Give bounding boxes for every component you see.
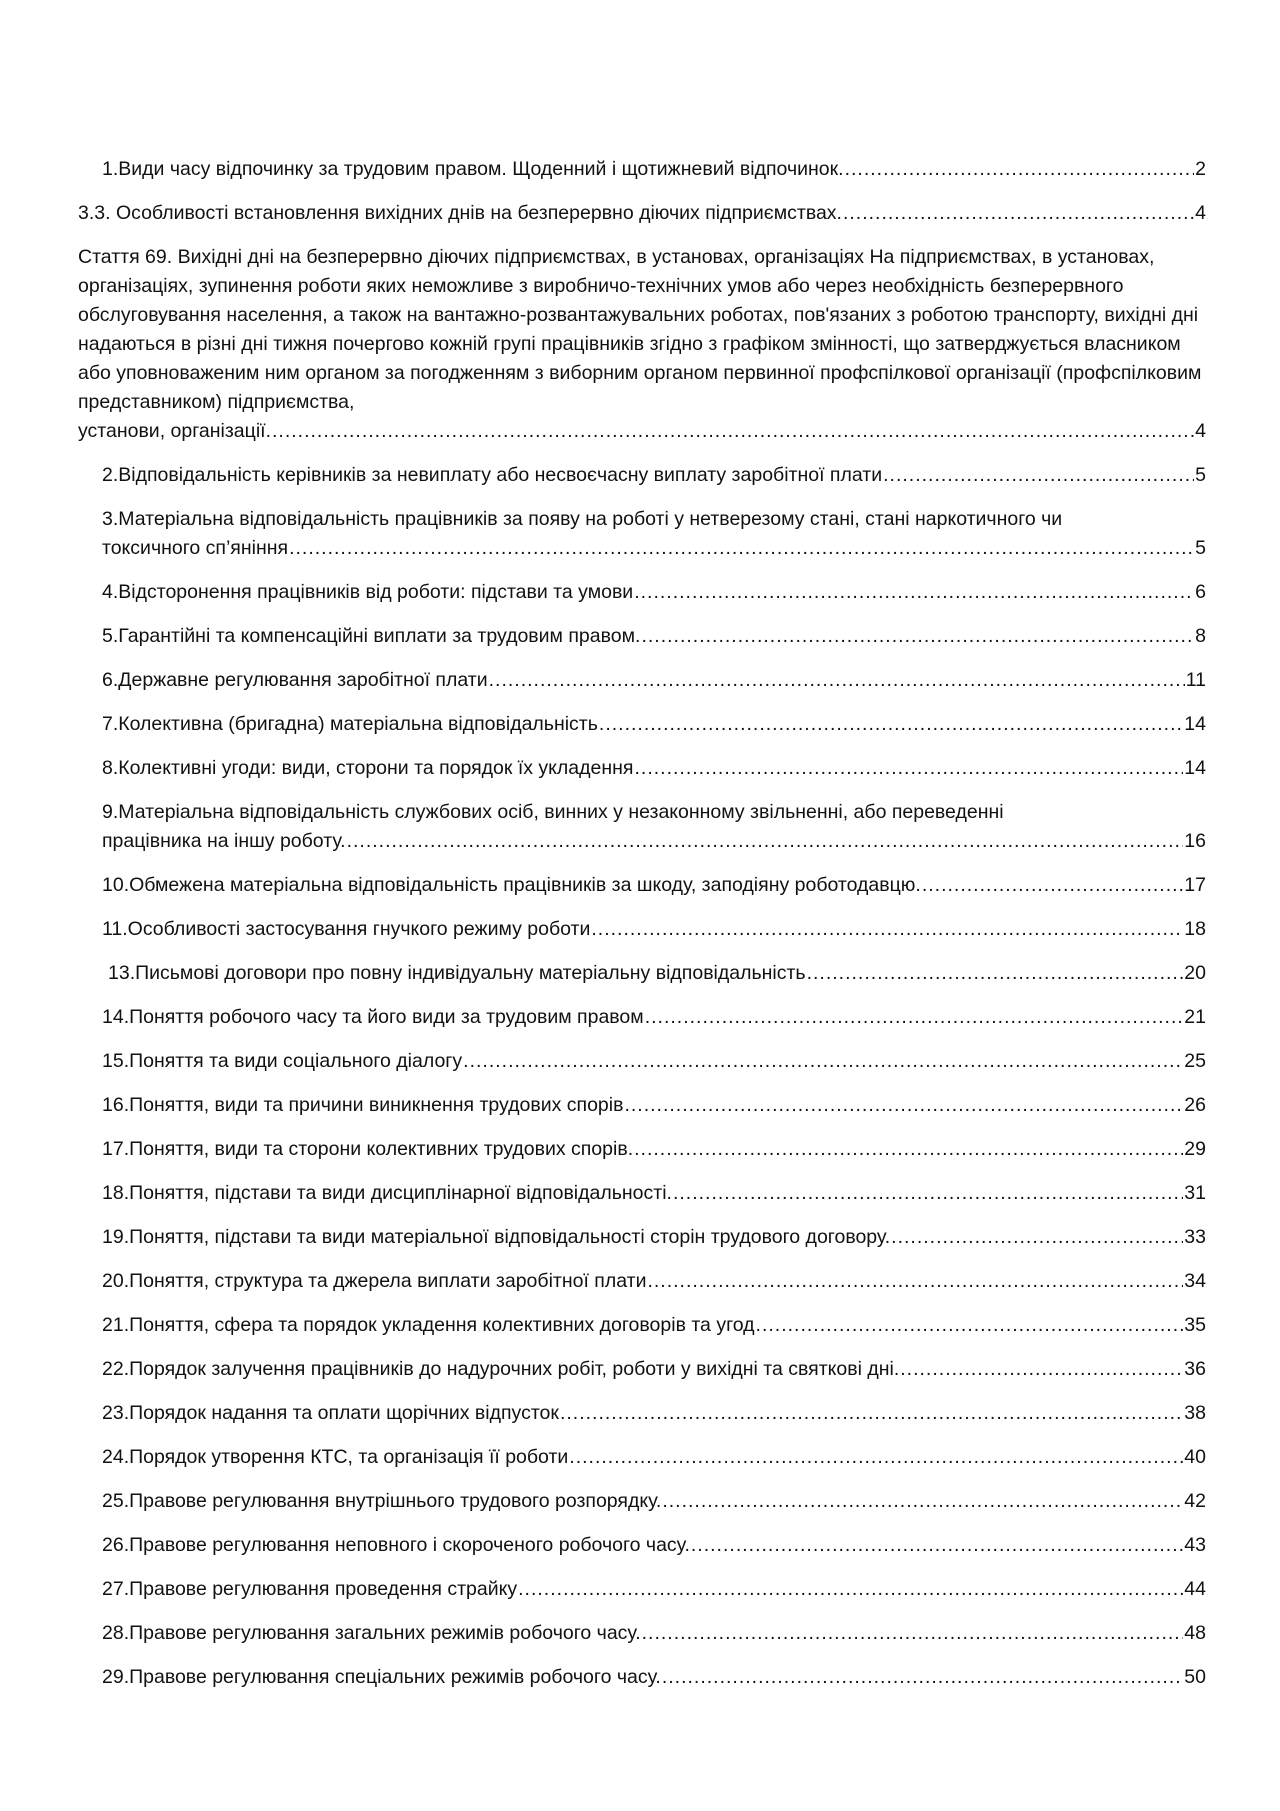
toc-entry-row [102,827,1206,856]
toc-entry-row [102,1355,1206,1384]
toc-entry-title: 19.Поняття, підстави та види матеріальної відповідальності сторін трудового договору. [102,1226,891,1248]
dot-leader [518,1575,1183,1604]
toc-entry-10[interactable] [78,871,1206,900]
toc-entry-title-lines: Стаття 69. Вихідні дні на безперервно діючих підприємствах, в установах, організаціях На підприємствах, в установах, організаціях, зупинення роботи яких неможливе з виробничо-технічних умов або через необхідність безперервного обслуговування населення, а також на вантажно-розвантажувальних роботах, пов'язаних з роботою транспорту, вихідні дні надаються в різні дні тижня почергово кожній групі працівників згідно з графіком змінності, що затверджується власником або уповноваженим ним органом за погодженням з виборним органом первинної профспілкової організації (профспілковим представником) підприємства, [78,246,1202,413]
toc-entry-title: 3.3. Особливості встановлення вихідних днів на безперервно діючих підприємствах. [78,202,842,224]
toc-entry-title: 8.Колективні угоди: види, сторони та порядок їх укладення [102,757,634,779]
toc-entry-title: 29.Правове регулювання спеціальних режимів робочого часу. [102,1666,661,1688]
toc-entry-8[interactable] [78,754,1206,783]
toc-entry-21[interactable] [78,1311,1206,1340]
toc-entry-title: 6.Державне регулювання заробітної плати [102,669,488,691]
toc-entry-row [102,1003,1206,1032]
toc-entry-title: 14.Поняття робочого часу та його види за трудовим правом [102,1006,644,1028]
toc-entry-title: 22.Порядок залучення працівників до надурочних робіт, роботи у вихідні та святкові дні. [102,1358,900,1380]
toc-entry-row [102,710,1206,739]
toc-entry-row [102,1619,1206,1648]
toc-page-number: 31 [1184,1182,1206,1204]
toc-entry-title: установи, організації. [78,420,271,442]
toc-entry-row [102,622,1206,651]
toc-page-number: 5 [1195,537,1206,559]
dot-leader [463,1047,1183,1076]
toc-entry-5[interactable] [78,622,1206,651]
toc-entry-title: 24.Порядок утворення КТС, та організація її роботи [102,1446,569,1468]
toc-page-number: 50 [1184,1666,1206,1688]
toc-entry-14[interactable] [78,1003,1206,1032]
toc-entry-row [102,1135,1206,1164]
toc-entry-row [102,578,1206,607]
toc-entry-3-3[interactable] [78,199,1206,228]
toc-page-number: 6 [1195,581,1206,603]
toc-entry-row [102,1179,1206,1208]
dot-leader [922,871,1183,900]
dot-leader [673,1179,1183,1208]
toc-entry-28[interactable] [78,1619,1206,1648]
toc-entry-row [78,199,1206,228]
toc-entry-title: 2.Відповідальність керівників за невиплату або несвоєчасну виплату заробітної плати [102,464,883,486]
toc-entry-title: 27.Правове регулювання проведення страйку [102,1578,518,1600]
dot-leader [691,1531,1183,1560]
toc-entry-3[interactable] [78,505,1206,563]
toc-entry-6[interactable] [78,666,1206,695]
dot-leader [645,1003,1184,1032]
toc-page-number: 33 [1184,1226,1206,1248]
dot-leader [489,666,1185,695]
toc-page-number: 17 [1184,874,1206,896]
toc-page-number: 14 [1184,713,1206,735]
toc-entry-11[interactable] [78,915,1206,944]
toc-entry-title: 15.Поняття та види соціального діалогу [102,1050,463,1072]
toc-page-number: 4 [1195,202,1206,224]
toc-page-number: 38 [1184,1402,1206,1424]
toc-entry-16[interactable] [78,1091,1206,1120]
toc-entry-7[interactable] [78,710,1206,739]
toc-entry-title: 23.Порядок надання та оплати щорічних відпусток [102,1402,559,1424]
dot-leader [591,915,1183,944]
toc-page-number: 11 [1185,669,1206,691]
toc-entry-20[interactable] [78,1267,1206,1296]
dot-leader [891,1223,1183,1252]
toc-entry-row [102,1443,1206,1472]
toc-page-number: 42 [1184,1490,1206,1512]
toc-entry-row [102,1531,1206,1560]
toc-entry-29[interactable] [78,1663,1206,1692]
toc-entry-row [102,461,1206,490]
toc-page-number: 44 [1184,1578,1206,1600]
toc-entry-row [102,1267,1206,1296]
dot-leader [624,1091,1183,1120]
dot-leader [662,1487,1183,1516]
toc-page-number: 20 [1184,962,1206,984]
toc-page-number: 2 [1195,158,1206,180]
dot-leader [647,1267,1183,1296]
toc-entry-title: 10.Обмежена матеріальна відповідальність працівників за шкоду, заподіяну роботодавцю. [102,874,921,896]
toc-entry-row [102,871,1206,900]
toc-entry-title-lines: 9.Матеріальна відповідальність службових осіб, винних у незаконному звільненні, або переведенні [102,801,1004,823]
toc-entry-9[interactable] [78,798,1206,856]
toc-entry-title: 20.Поняття, структура та джерела виплати заробітної плати [102,1270,647,1292]
toc-entry-19[interactable] [78,1223,1206,1252]
dot-leader [634,578,1194,607]
toc-entry-row [102,1399,1206,1428]
toc-entry-row [102,1663,1206,1692]
dot-leader [599,710,1183,739]
toc-entry-title: 28.Правове регулювання загальних режимів робочого часу. [102,1622,641,1644]
toc-page-number: 40 [1184,1446,1206,1468]
toc-entry-row [78,417,1206,446]
dot-leader [634,754,1183,783]
toc-page-number: 4 [1195,420,1206,442]
toc-entry-row [102,1487,1206,1516]
toc-entry-25[interactable] [78,1487,1206,1516]
toc-entry-title-lines: 3.Матеріальна відповідальність працівників за появу на роботі у нетверезому стані, стані наркотичного чи [102,508,1063,530]
toc-page-number: 5 [1195,464,1206,486]
table-of-contents [78,155,1206,1707]
dot-leader [756,1311,1184,1340]
toc-entry-15[interactable] [78,1047,1206,1076]
toc-entry-row [102,1047,1206,1076]
dot-leader [883,461,1194,490]
toc-entry-26[interactable] [78,1531,1206,1560]
toc-entry-title: токсичного сп’яніння [102,537,289,559]
toc-entry-row [102,1091,1206,1120]
toc-page-number: 35 [1184,1314,1206,1336]
toc-entry-title: 1.Види часу відпочинку за трудовим правом. Щоденний і щотижневий відпочинок. [102,158,844,180]
toc-entry-title: 21.Поняття, сфера та порядок укладення колективних договорів та угод [102,1314,755,1336]
toc-entry-title: 26.Правове регулювання неповного і скороченого робочого часу. [102,1534,690,1556]
toc-entry-27[interactable] [78,1575,1206,1604]
toc-entry-row [102,754,1206,783]
toc-page-number: 8 [1195,625,1206,647]
toc-entry-title: 25.Правове регулювання внутрішнього трудового розпорядку. [102,1490,662,1512]
toc-entry-row [102,1223,1206,1252]
dot-leader [845,155,1195,184]
toc-entry-title: 16.Поняття, види та причини виникнення трудових спорів [102,1094,624,1116]
dot-leader [641,622,1194,651]
toc-entry-row [102,534,1206,563]
toc-entry-title: 7.Колективна (бригадна) матеріальна відповідальність [102,713,598,735]
toc-entry-title: 17.Поняття, види та сторони колективних трудових спорів. [102,1138,634,1160]
toc-page-number: 48 [1184,1622,1206,1644]
toc-page-number: 36 [1184,1358,1206,1380]
dot-leader [843,199,1194,228]
dot-leader [569,1443,1183,1472]
toc-entry-title: 13.Письмові договори про повну індивідуальну матеріальну відповідальність [108,962,806,984]
toc-entry-24[interactable] [78,1443,1206,1472]
toc-entry-row [102,915,1206,944]
toc-entry-article-69[interactable] [78,243,1206,446]
toc-page-number: 29 [1184,1138,1206,1160]
toc-page-number: 16 [1184,830,1206,852]
dot-leader [807,959,1184,988]
toc-page-number: 43 [1184,1534,1206,1556]
toc-entry-23[interactable] [78,1399,1206,1428]
toc-entry-17[interactable] [78,1135,1206,1164]
toc-entry-title: 18.Поняття, підстави та види дисциплінарної відповідальності. [102,1182,672,1204]
dot-leader [634,1135,1183,1164]
toc-entry-title: 5.Гарантійні та компенсаційні виплати за трудовим правом. [102,625,641,647]
toc-entry-row [102,1311,1206,1340]
toc-entry-4[interactable] [78,578,1206,607]
toc-page-number: 14 [1184,757,1206,779]
toc-entry-title: 4.Відсторонення працівників від роботи: підстави та умови [102,581,634,603]
dot-leader [560,1399,1183,1428]
dot-leader [900,1355,1183,1384]
toc-entry-row [102,666,1206,695]
toc-entry-18[interactable] [78,1179,1206,1208]
toc-page-number: 21 [1184,1006,1206,1028]
toc-page-number: 26 [1184,1094,1206,1116]
toc-entry-2[interactable] [78,461,1206,490]
toc-entry-22[interactable] [78,1355,1206,1384]
dot-leader [272,417,1194,446]
toc-entry-row [108,959,1206,988]
toc-entry-title: працівника на іншу роботу. [102,830,346,852]
toc-page-number: 25 [1184,1050,1206,1072]
toc-entry-1[interactable] [78,155,1206,184]
toc-page-number: 18 [1184,918,1206,940]
dot-leader [642,1619,1184,1648]
dot-leader [289,534,1194,563]
toc-entry-row [102,155,1206,184]
toc-entry-13[interactable] [78,959,1206,988]
toc-entry-row [102,1575,1206,1604]
dot-leader [662,1663,1183,1692]
toc-entry-title: 11.Особливості застосування гнучкого режиму роботи [102,918,591,940]
dot-leader [347,827,1184,856]
toc-page-number: 34 [1184,1270,1206,1292]
